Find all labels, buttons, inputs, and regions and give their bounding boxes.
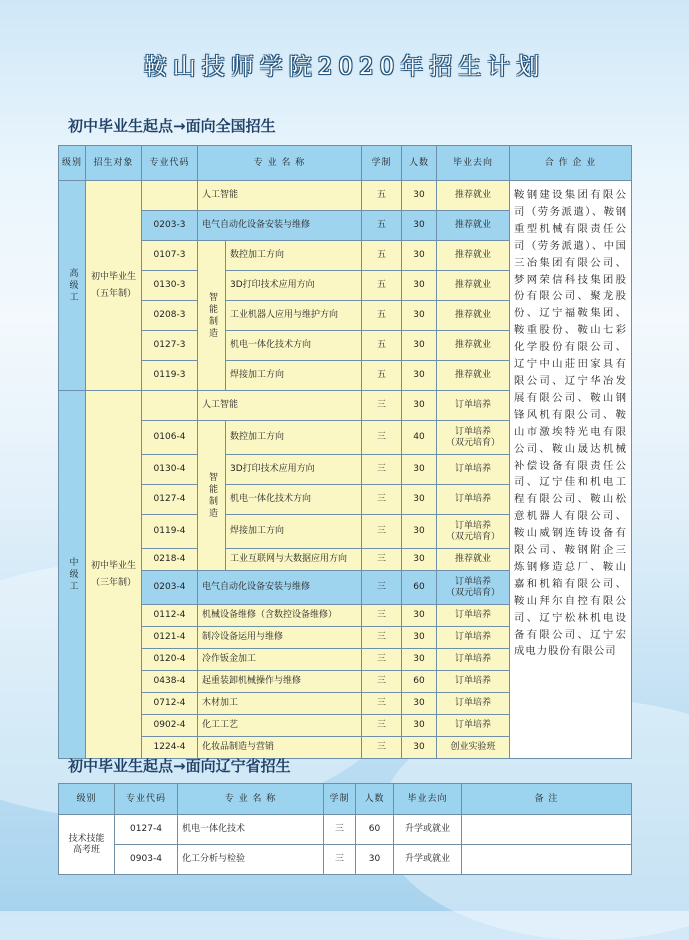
group-intelligent-manufacturing: 智能制造 bbox=[198, 421, 226, 571]
major-years: 三 bbox=[362, 515, 402, 549]
header-name: 专 业 名 称 bbox=[178, 784, 324, 815]
major-years: 三 bbox=[362, 671, 402, 693]
major-destination bbox=[437, 715, 510, 737]
major-destination bbox=[437, 649, 510, 671]
major-count: 30 bbox=[402, 485, 437, 515]
major-count: 40 bbox=[402, 421, 437, 455]
destination-note: （双元培育） bbox=[445, 587, 500, 598]
destination-note: （双元培育） bbox=[445, 531, 500, 542]
major-years: 三 bbox=[324, 815, 356, 845]
major-years: 三 bbox=[324, 845, 356, 875]
major-name: 化工工艺 bbox=[198, 715, 362, 737]
destination-label: 订单培养 bbox=[454, 426, 491, 437]
destination-note: （双元培育） bbox=[445, 437, 500, 448]
level-high: 高级工 bbox=[59, 181, 86, 391]
major-name: 木材加工 bbox=[198, 693, 362, 715]
major-destination bbox=[437, 485, 510, 515]
major-name: 机电一体化技术方向 bbox=[226, 485, 362, 515]
target-mid bbox=[86, 391, 142, 759]
major-name: 电气自动化设备安装与维修 bbox=[198, 571, 362, 605]
header-years: 学制 bbox=[362, 146, 402, 181]
national-plan-table bbox=[58, 145, 632, 759]
major-destination bbox=[437, 211, 510, 241]
major-code: 0902-4 bbox=[142, 715, 198, 737]
major-years: 三 bbox=[362, 421, 402, 455]
liaoning-plan-table bbox=[58, 783, 632, 875]
major-code bbox=[142, 181, 198, 211]
major-count: 30 bbox=[402, 549, 437, 571]
major-destination bbox=[437, 361, 510, 391]
major-code: 0130-3 bbox=[142, 271, 198, 301]
destination-label: 推荐就业 bbox=[454, 370, 491, 380]
header-target: 招生对象 bbox=[86, 146, 142, 181]
destination-label: 订单培养 bbox=[454, 400, 491, 410]
major-code: 0121-4 bbox=[142, 627, 198, 649]
section-title-national: 初中毕业生起点→面向全国招生 bbox=[68, 117, 276, 135]
major-destination bbox=[437, 241, 510, 271]
destination-label: 订单培养 bbox=[454, 520, 491, 531]
destination-label: 订单培养 bbox=[454, 720, 491, 730]
section-title-liaoning: 初中毕业生起点→面向辽宁省招生 bbox=[68, 757, 291, 775]
target-label: 初中毕业生 bbox=[90, 271, 136, 282]
destination-label: 推荐就业 bbox=[454, 190, 491, 200]
level-mid: 中级工 bbox=[59, 391, 86, 759]
major-count: 30 bbox=[402, 715, 437, 737]
major-code: 0107-3 bbox=[142, 241, 198, 271]
major-code: 0119-3 bbox=[142, 361, 198, 391]
major-count: 30 bbox=[402, 649, 437, 671]
group-intelligent-manufacturing: 智能制造 bbox=[198, 241, 226, 391]
page-title: 鞍山技师学院2020年招生计划 bbox=[143, 54, 546, 80]
major-destination bbox=[437, 671, 510, 693]
major-destination bbox=[437, 693, 510, 715]
major-name: 人工智能 bbox=[198, 181, 362, 211]
major-count: 30 bbox=[402, 241, 437, 271]
major-destination: 升学或就业 bbox=[394, 815, 462, 845]
destination-label: 推荐就业 bbox=[454, 340, 491, 350]
major-years: 五 bbox=[362, 241, 402, 271]
major-code: 0712-4 bbox=[142, 693, 198, 715]
major-name: 3D打印技术应用方向 bbox=[226, 271, 362, 301]
header-code: 专业代码 bbox=[142, 146, 198, 181]
destination-label: 推荐就业 bbox=[454, 554, 491, 564]
destination-label: 订单培养 bbox=[454, 464, 491, 474]
major-name: 化妆品制造与营销 bbox=[198, 737, 362, 759]
header-level: 级别 bbox=[59, 146, 86, 181]
major-years: 三 bbox=[362, 627, 402, 649]
major-destination bbox=[437, 605, 510, 627]
major-destination: 升学或就业 bbox=[394, 845, 462, 875]
destination-label: 推荐就业 bbox=[454, 280, 491, 290]
major-count: 60 bbox=[402, 671, 437, 693]
major-destination bbox=[437, 737, 510, 759]
major-count: 30 bbox=[402, 271, 437, 301]
major-code: 0106-4 bbox=[142, 421, 198, 455]
major-code bbox=[142, 391, 198, 421]
target-years: （五年制） bbox=[90, 288, 136, 299]
major-code: 0127-3 bbox=[142, 331, 198, 361]
major-count: 30 bbox=[402, 331, 437, 361]
major-name: 冷作钣金加工 bbox=[198, 649, 362, 671]
table-row bbox=[59, 815, 632, 845]
major-years: 五 bbox=[362, 181, 402, 211]
major-years: 三 bbox=[362, 693, 402, 715]
major-name: 焊接加工方向 bbox=[226, 361, 362, 391]
header-partners: 合 作 企 业 bbox=[510, 146, 632, 181]
major-code: 0208-3 bbox=[142, 301, 198, 331]
major-years: 五 bbox=[362, 271, 402, 301]
major-destination bbox=[437, 549, 510, 571]
header-years: 学制 bbox=[324, 784, 356, 815]
major-years: 三 bbox=[362, 649, 402, 671]
major-years: 五 bbox=[362, 361, 402, 391]
major-years: 五 bbox=[362, 211, 402, 241]
major-count: 30 bbox=[402, 515, 437, 549]
major-count: 30 bbox=[402, 627, 437, 649]
partner-companies: 鞍钢建设集团有限公司（劳务派遣）、鞍钢重型机械有限责任公司（劳务派遣）、中国三冶集团有限公司、梦网荣信科技集团股份有限公司、聚龙股份、辽宁福鞍集团、鞍重股份、鞍山七彩化学股份有限公司、辽宁中山莊田家具有限公司、辽宁华冶发展有限公司、鞍山钢锋风机有限公司、鞍山市激埃特光电有限公司、鞍山晟达机械补偿设备有限责任公司、辽宁佳和机电工程有限公司、鞍山松意机器人有限公司、鞍山威钢连铸设备有限公司、鞍钢附企三炼钢修造总厂、鞍山嘉和机箱有限公司、鞍山拜尔自控有限公司、辽宁松林机电设备有限公司、辽宁宏成电力股份有限公司 bbox=[510, 181, 632, 759]
destination-label: 订单培养 bbox=[454, 576, 491, 587]
major-name: 电气自动化设备安装与维修 bbox=[198, 211, 362, 241]
destination-label: 推荐就业 bbox=[454, 220, 491, 230]
major-count: 30 bbox=[402, 693, 437, 715]
major-years: 三 bbox=[362, 485, 402, 515]
major-count: 30 bbox=[402, 211, 437, 241]
destination-label: 订单培养 bbox=[454, 676, 491, 686]
major-years: 三 bbox=[362, 571, 402, 605]
major-years: 三 bbox=[362, 737, 402, 759]
major-count: 30 bbox=[402, 361, 437, 391]
destination-label: 推荐就业 bbox=[454, 310, 491, 320]
major-destination bbox=[437, 331, 510, 361]
major-name: 工业机器人应用与维护方向 bbox=[226, 301, 362, 331]
target-high bbox=[86, 181, 142, 391]
destination-label: 订单培养 bbox=[454, 632, 491, 642]
major-code: 0127-4 bbox=[142, 485, 198, 515]
header-name: 专 业 名 称 bbox=[198, 146, 362, 181]
major-note bbox=[462, 845, 632, 875]
major-code: 0119-4 bbox=[142, 515, 198, 549]
major-years: 三 bbox=[362, 391, 402, 421]
major-destination bbox=[437, 421, 510, 455]
major-count: 30 bbox=[402, 455, 437, 485]
major-name: 机电一体化技术方向 bbox=[226, 331, 362, 361]
major-name: 机电一体化技术 bbox=[178, 815, 324, 845]
major-destination bbox=[437, 301, 510, 331]
major-destination bbox=[437, 455, 510, 485]
major-code: 0903-4 bbox=[115, 845, 178, 875]
major-count: 30 bbox=[356, 845, 394, 875]
major-code: 0130-4 bbox=[142, 455, 198, 485]
major-name: 数控加工方向 bbox=[226, 421, 362, 455]
major-name: 焊接加工方向 bbox=[226, 515, 362, 549]
major-years: 五 bbox=[362, 331, 402, 361]
major-years: 三 bbox=[362, 549, 402, 571]
major-destination bbox=[437, 627, 510, 649]
table-row bbox=[59, 181, 632, 211]
major-code: 0203-4 bbox=[142, 571, 198, 605]
major-name: 数控加工方向 bbox=[226, 241, 362, 271]
major-code: 0112-4 bbox=[142, 605, 198, 627]
major-count: 60 bbox=[356, 815, 394, 845]
major-code: 0203-3 bbox=[142, 211, 198, 241]
major-destination bbox=[437, 515, 510, 549]
major-years: 三 bbox=[362, 605, 402, 627]
header-level: 级别 bbox=[59, 784, 115, 815]
major-count: 30 bbox=[402, 605, 437, 627]
major-code: 1224-4 bbox=[142, 737, 198, 759]
header-destination: 毕业去向 bbox=[437, 146, 510, 181]
header-count: 人数 bbox=[356, 784, 394, 815]
table-row bbox=[59, 845, 632, 875]
major-destination bbox=[437, 391, 510, 421]
major-name: 机械设备维修（含数控设备维修） bbox=[198, 605, 362, 627]
major-name: 工业互联网与大数据应用方向 bbox=[226, 549, 362, 571]
header-count: 人数 bbox=[402, 146, 437, 181]
destination-label: 订单培养 bbox=[454, 494, 491, 504]
major-count: 30 bbox=[402, 301, 437, 331]
major-name: 化工分析与检验 bbox=[178, 845, 324, 875]
major-count: 60 bbox=[402, 571, 437, 605]
target-label: 初中毕业生 bbox=[90, 560, 136, 571]
major-name: 3D打印技术应用方向 bbox=[226, 455, 362, 485]
header-destination: 毕业去向 bbox=[394, 784, 462, 815]
target-years: （三年制） bbox=[90, 577, 136, 588]
major-count: 30 bbox=[402, 737, 437, 759]
major-years: 三 bbox=[362, 455, 402, 485]
major-destination bbox=[437, 571, 510, 605]
major-years: 五 bbox=[362, 301, 402, 331]
major-destination bbox=[437, 181, 510, 211]
major-count: 30 bbox=[402, 181, 437, 211]
major-name: 制冷设备运用与维修 bbox=[198, 627, 362, 649]
destination-label: 订单培养 bbox=[454, 610, 491, 620]
header-note: 备 注 bbox=[462, 784, 632, 815]
level-skills-exam: 技术技能高考班 bbox=[59, 815, 115, 875]
major-destination bbox=[437, 271, 510, 301]
major-code: 0127-4 bbox=[115, 815, 178, 845]
major-code: 0218-4 bbox=[142, 549, 198, 571]
destination-label: 订单培养 bbox=[454, 654, 491, 664]
major-count: 30 bbox=[402, 391, 437, 421]
major-note bbox=[462, 815, 632, 845]
destination-label: 推荐就业 bbox=[454, 250, 491, 260]
major-name: 起重装卸机械操作与维修 bbox=[198, 671, 362, 693]
major-name: 人工智能 bbox=[198, 391, 362, 421]
major-years: 三 bbox=[362, 715, 402, 737]
header-code: 专业代码 bbox=[115, 784, 178, 815]
destination-label: 创业实验班 bbox=[450, 742, 496, 752]
major-code: 0438-4 bbox=[142, 671, 198, 693]
major-code: 0120-4 bbox=[142, 649, 198, 671]
destination-label: 订单培养 bbox=[454, 698, 491, 708]
